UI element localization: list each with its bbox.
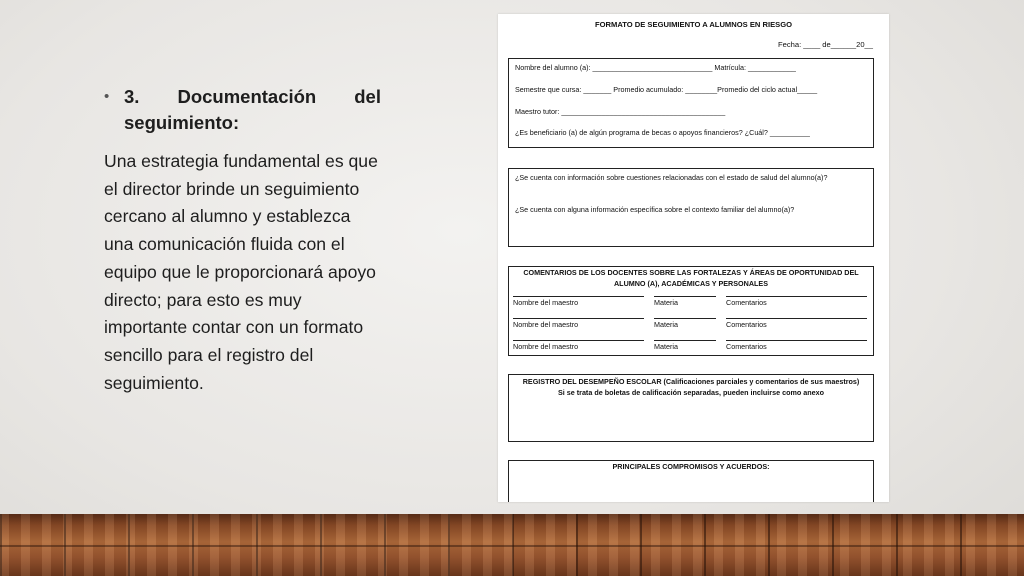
heading-word1: Documentación [177,86,317,107]
row2-subject-rule [654,318,716,319]
row2-subject-label: Materia [654,320,678,329]
bullet-icon: • [104,88,110,105]
health-question: ¿Se cuenta con información sobre cuestiones relacionadas con el estado de salud del alumno(a)? [515,173,828,182]
row3-comments-label: Comentarios [726,342,767,351]
teacher-comments-box [508,266,874,356]
row2-comments-rule [726,318,867,319]
agreements-heading: PRINCIPALES COMPROMISOS Y ACUERDOS: [612,462,770,471]
school-performance-box [508,374,874,442]
row1-teacher-rule [513,296,644,297]
performance-heading-2: Si se trata de boletas de calificación separadas, pueden incluirse como anexo [557,388,825,397]
comments-heading-1: COMENTARIOS DE LOS DOCENTES SOBRE LAS FORTALEZAS Y ÁREAS DE OPORTUNIDAD DEL [523,268,859,277]
performance-heading-1: REGISTRO DEL DESEMPEÑO ESCOLAR (Calificaciones parciales y comentarios de sus maestros) [522,377,860,386]
slide-heading [104,84,381,136]
scholarship-line: ¿Es beneficiario (a) de algún programa de becas o apoyos financieros? ¿Cuál? __________ [515,128,810,137]
semester-line: Semestre que cursa: _______ Promedio acumulado: ________Promedio del ciclo actual_____ [515,85,818,94]
row2-comments-label: Comentarios [726,320,767,329]
heading-word2: del [354,86,381,107]
heading-word3: seguimiento: [124,112,240,133]
comments-heading-2: ALUMNO (A), ACADÉMICAS Y PERSONALES [613,279,768,288]
student-name-line: Nombre del alumno (a): ______________________________ Matrícula: ____________ [515,63,796,72]
form-title: FORMATO DE SEGUIMIENTO A ALUMNOS EN RIESGO [594,20,793,29]
row2-teacher-label: Nombre del maestro [513,320,579,329]
row3-subject-label: Materia [654,342,678,351]
form-date-line: Fecha: ____ de______20__ [777,40,873,49]
form-document-image [498,14,889,502]
row1-subject-label: Materia [654,298,678,307]
row1-comments-rule [726,296,867,297]
row3-subject-rule [654,340,716,341]
slide-body: Una estrategia fundamental es que el director brinde un seguimiento cercano al alumno y establezca una comunicación fluida con el equipo que le proporcionará apoyo directo; para esto es muy importante contar con un formato sencillo para el registro del seguimiento. [104,151,378,393]
family-question: ¿Se cuenta con alguna información específica sobre el contexto familiar del alumno(a)? [515,205,795,214]
row1-teacher-label: Nombre del maestro [513,298,579,307]
row1-comments-label: Comentarios [726,298,767,307]
row3-teacher-label: Nombre del maestro [513,342,579,351]
heading-number: 3. [124,86,140,107]
tutor-line: Maestro tutor: _________________________________________ [515,107,726,116]
slide-text [104,84,381,397]
student-info-box [508,58,874,148]
health-info-box [508,168,874,247]
wood-row-seam [0,545,1024,547]
row2-teacher-rule [513,318,644,319]
row3-teacher-rule [513,340,644,341]
row1-subject-rule [654,296,716,297]
agreements-box [508,460,874,502]
row3-comments-rule [726,340,867,341]
